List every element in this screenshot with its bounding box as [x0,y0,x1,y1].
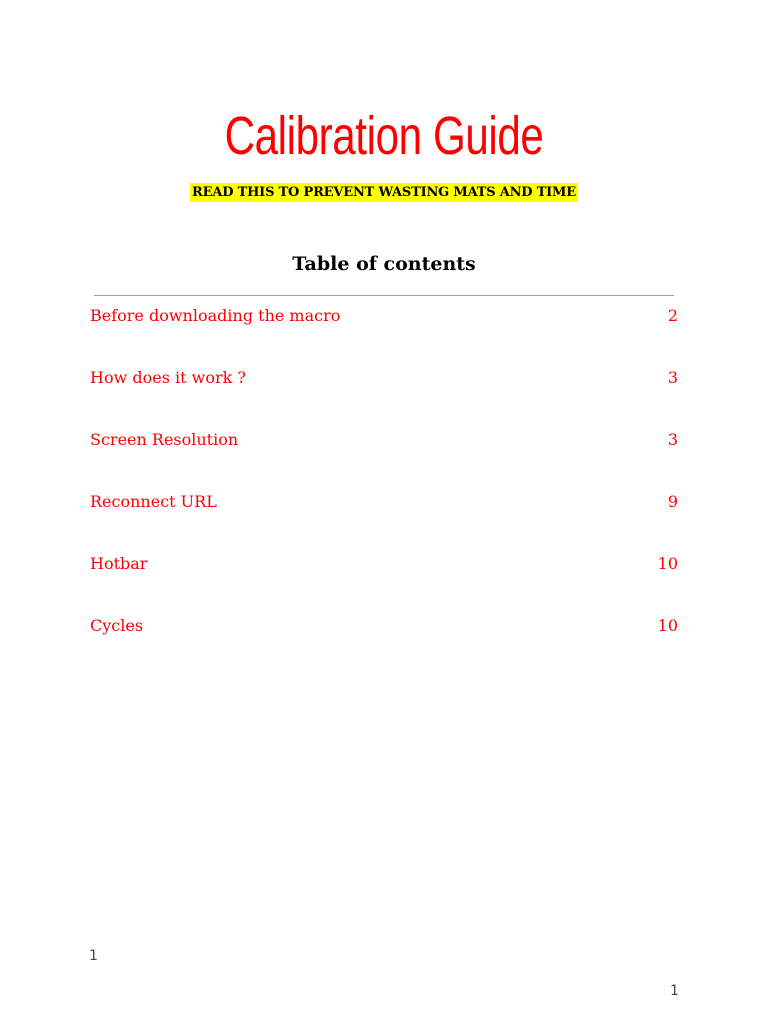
table-of-contents [90,304,678,676]
toc-divider [94,295,674,296]
page-footer-number: 1 [89,948,98,964]
warning-banner [0,183,768,202]
warning-text: READ THIS TO PREVENT WASTING MATS AND TIME [192,185,576,200]
toc-entry[interactable] [90,552,678,614]
toc-entry-page[interactable]: 3 [667,430,678,449]
viewer-page-indicator: 1 [670,983,679,999]
toc-entry-label[interactable]: Reconnect URL [90,492,217,511]
toc-entry-label[interactable]: Cycles [90,616,144,635]
toc-entry[interactable] [90,304,678,366]
toc-entry-page[interactable]: 9 [667,492,678,511]
toc-entry-page[interactable]: 3 [667,368,678,387]
toc-entry-page[interactable]: 10 [657,616,678,635]
toc-entry[interactable] [90,428,678,490]
toc-entry-label[interactable]: Screen Resolution [90,430,239,449]
toc-entry[interactable] [90,490,678,552]
page-title: Calibration Guide [224,106,544,166]
toc-entry-label[interactable]: Before downloading the macro [90,306,341,325]
toc-entry-page[interactable]: 2 [667,306,678,325]
toc-heading: Table of contents [292,253,476,275]
toc-entry[interactable] [90,366,678,428]
toc-entry-label[interactable]: How does it work ? [90,368,246,387]
toc-entry-page[interactable]: 10 [657,554,678,573]
toc-entry-label[interactable]: Hotbar [90,554,148,573]
toc-entry[interactable] [90,614,678,676]
